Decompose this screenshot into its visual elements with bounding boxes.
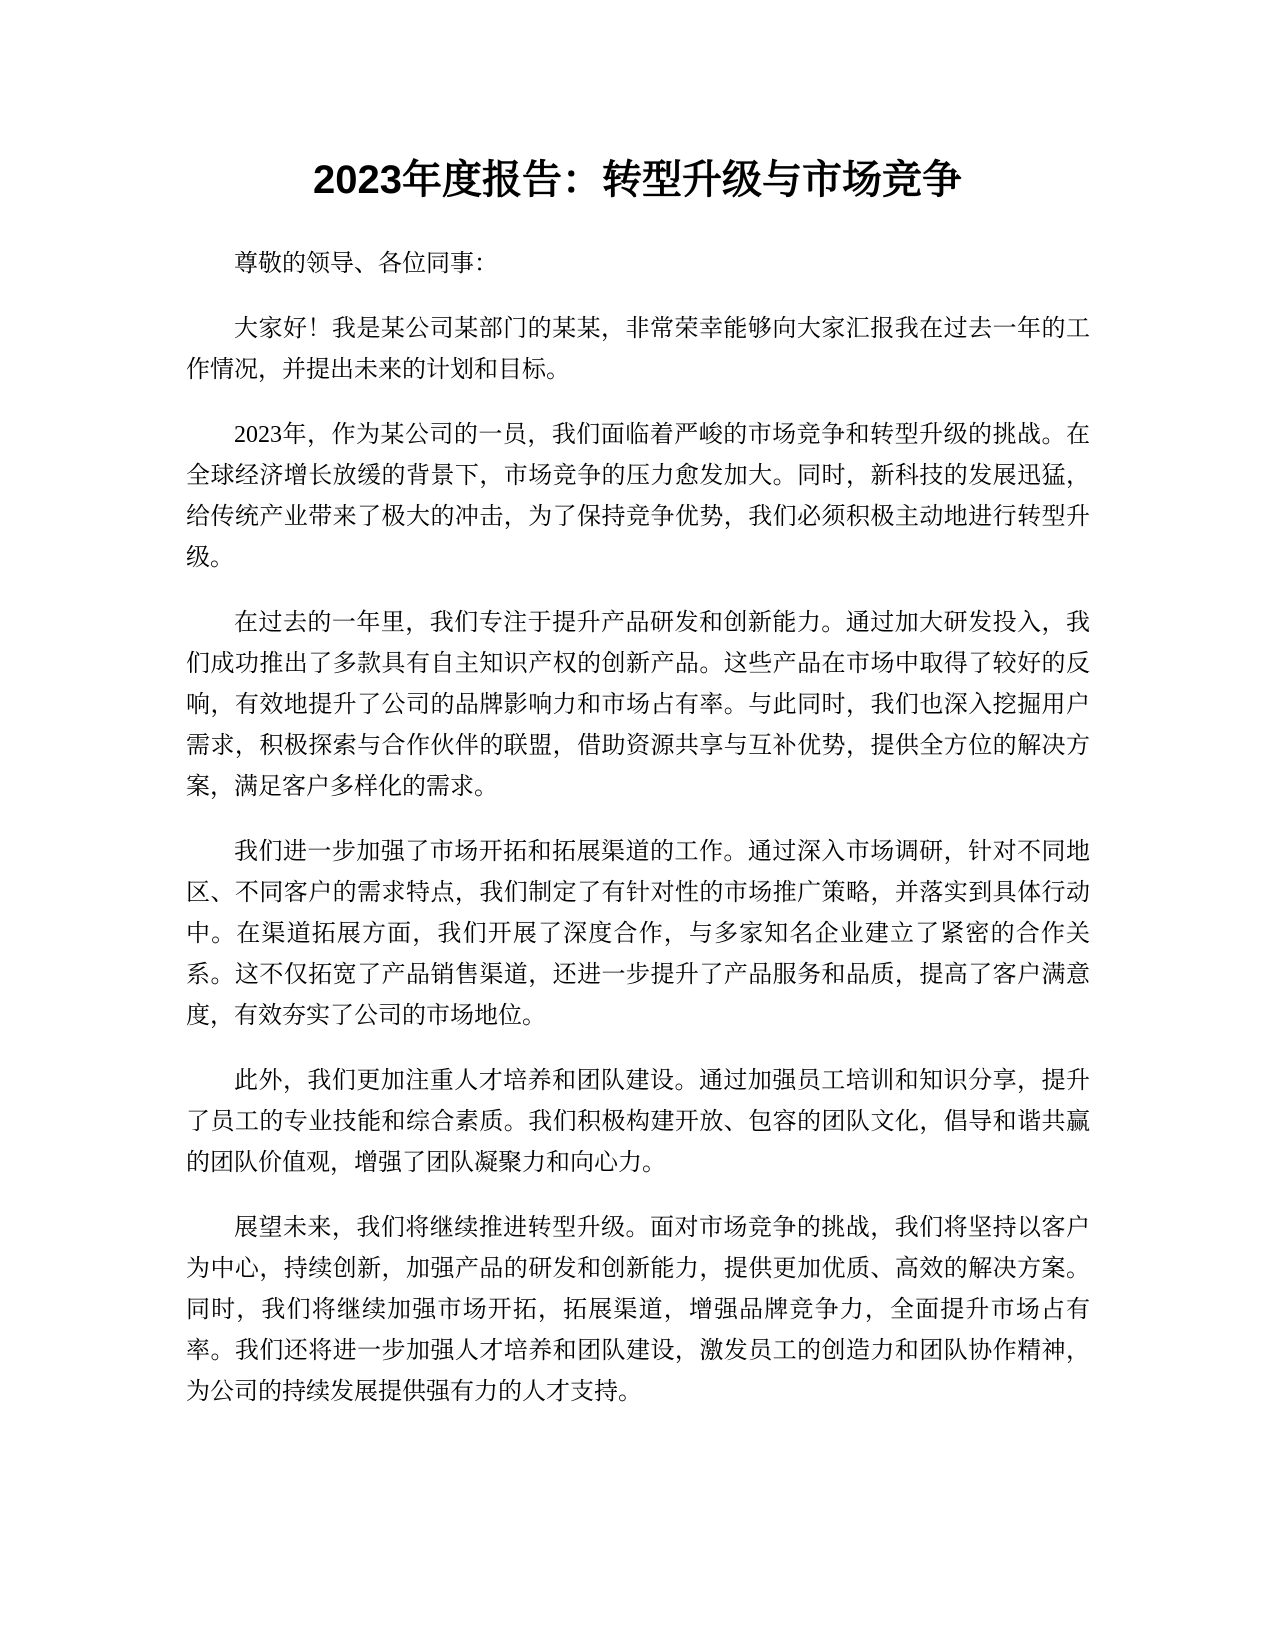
document-body	[186, 244, 1090, 1437]
paragraph: 我们进一步加强了市场开拓和拓展渠道的工作。通过深入市场调研，针对不同地区、不同客户的需求特点，我们制定了有针对性的市场推广策略，并落实到具体行动中。在渠道拓展方面，我们开展了深度合作，与多家知名企业建立了紧密的合作关系。这不仅拓宽了产品销售渠道，还进一步提升了产品服务和品质，提高了客户满意度，有效夯实了公司的市场地位。	[186, 839, 1090, 1029]
paragraph: 大家好！我是某公司某部门的某某，非常荣幸能够向大家汇报我在过去一年的工作情况，并提出未来的计划和目标。	[186, 316, 1090, 383]
paragraph: 此外，我们更加注重人才培养和团队建设。通过加强员工培训和知识分享，提升了员工的专业技能和综合素质。我们积极构建开放、包容的团队文化，倡导和谐共赢的团队价值观，增强了团队凝聚力和向心力。	[186, 1068, 1090, 1176]
greeting: 尊敬的领导、各位同事：	[234, 251, 498, 277]
paragraph: 在过去的一年里，我们专注于提升产品研发和创新能力。通过加大研发投入，我们成功推出了多款具有自主知识产权的创新产品。这些产品在市场中取得了较好的反响，有效地提升了公司的品牌影响力和市场占有率。与此同时，我们也深入挖掘用户需求，积极探索与合作伙伴的联盟，借助资源共享与互补优势，提供全方位的解决方案，满足客户多样化的需求。	[186, 610, 1090, 800]
paragraph: 展望未来，我们将继续推进转型升级。面对市场竞争的挑战，我们将坚持以客户为中心，持续创新，加强产品的研发和创新能力，提供更加优质、高效的解决方案。同时，我们将继续加强市场开拓，拓展渠道，增强品牌竞争力，全面提升市场占有率。我们还将进一步加强人才培养和团队建设，激发员工的创造力和团队协作精神，为公司的持续发展提供强有力的人才支持。	[186, 1215, 1090, 1405]
paragraph: 2023年，作为某公司的一员，我们面临着严峻的市场竞争和转型升级的挑战。在全球经济增长放缓的背景下，市场竞争的压力愈发加大。同时，新科技的发展迅猛，给传统产业带来了极大的冲击，为了保持竞争优势，我们必须积极主动地进行转型升级。	[186, 422, 1090, 571]
document-title: 2023年度报告：转型升级与市场竞争	[313, 158, 962, 202]
